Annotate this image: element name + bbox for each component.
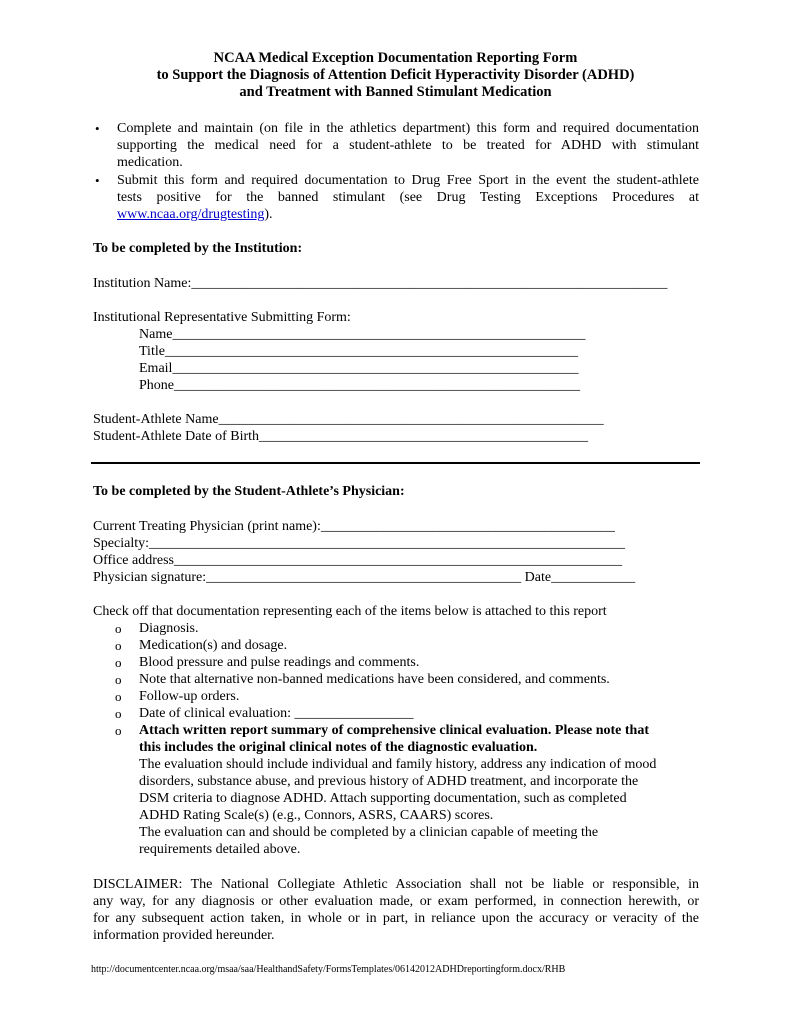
physician-signature-blank: _____________________________________________ (206, 570, 525, 585)
report-line-8: requirements detailed above. (139, 842, 301, 857)
rep-title-blank: ___________________________________________________________ (164, 344, 578, 359)
form-title-line-3: and Treatment with Banned Stimulant Medication (239, 84, 552, 100)
institution-name-blank: ____________________________________________________________________ (191, 276, 668, 291)
specialty-field[interactable] (93, 535, 625, 552)
disclaimer-line-1: DISCLAIMER: The National Collegiate Athletic Association shall not be liable or responsible, in (93, 877, 699, 892)
form-title-line-1: NCAA Medical Exception Documentation Reporting Form (213, 50, 578, 66)
bullet-1-line-2: supporting the medical need for a student-athlete to be treated for ADHD with stimulant (117, 138, 699, 153)
disclaimer-line-2: any way, for any diagnosis or other evaluation made, or exam performed, in connection herewith, or (93, 894, 699, 909)
eval-date-label: Date of clinical evaluation: (139, 706, 295, 721)
treating-physician-blank: __________________________________________ (320, 519, 615, 534)
rep-email-label: Email (139, 361, 173, 376)
rep-title-label: Title (139, 344, 165, 359)
report-bold-line-2: this includes the original clinical notes of the diagnostic evaluation. (139, 740, 538, 755)
office-address-blank: ________________________________________________________________ (174, 553, 622, 568)
rep-email-field[interactable] (139, 360, 578, 377)
student-athlete-dob-field[interactable] (93, 428, 588, 445)
drugtesting-link[interactable]: www.ncaa.org/drugtesting (117, 207, 265, 222)
rep-phone-label: Phone (139, 378, 174, 393)
checkbox-circle[interactable]: o (115, 655, 122, 670)
bullet-marker: • (95, 121, 100, 136)
student-athlete-name-field[interactable] (93, 411, 604, 428)
checkbox-circle[interactable]: o (115, 723, 122, 738)
bullet-item-1 (117, 120, 699, 171)
eval-date-blank: _________________ (294, 706, 414, 721)
checklist-item-medication: Medication(s) and dosage. (139, 638, 288, 653)
checklist-intro: Check off that documentation representing each of the items below is attached to this report (93, 604, 607, 619)
checklist-item-alternatives: Note that alternative non-banned medications have been considered, and comments. (139, 672, 610, 687)
rep-email-blank: __________________________________________________________ (172, 361, 579, 376)
institution-section-heading: To be completed by the Institution: (93, 241, 303, 256)
report-line-3: The evaluation should include individual and family history, address any indication of mood (139, 757, 657, 772)
report-line-5: DSM criteria to diagnose ADHD. Attach supporting documentation, such as completed (139, 791, 627, 806)
bullet-2-tail: ). (264, 207, 273, 222)
student-athlete-name-label: Student-Athlete Name (93, 412, 219, 427)
bullet-1-line-3: medication. (117, 155, 183, 170)
treating-physician-label: Current Treating Physician (print name): (93, 519, 321, 534)
checkbox-circle[interactable]: o (115, 672, 122, 687)
student-athlete-name-blank: _______________________________________________________ (218, 412, 604, 427)
rep-name-label: Name (139, 327, 173, 342)
specialty-label: Specialty: (93, 536, 149, 551)
physician-signature-field[interactable] (93, 569, 635, 586)
footer-file-path: http://documentcenter.ncaa.org/msaa/saa/HealthandSafety/FormsTemplates/06142012ADHDreportingform.docx/RHB (91, 964, 566, 975)
rep-name-field[interactable] (139, 326, 585, 343)
student-athlete-dob-label: Student-Athlete Date of Birth (93, 429, 260, 444)
office-address-label: Office address (93, 553, 174, 568)
checkbox-circle[interactable]: o (115, 638, 122, 653)
report-line-6: ADHD Rating Scale(s) (e.g., Connors, ASRS, CAARS) scores. (139, 808, 494, 823)
disclaimer-line-4: information provided hereunder. (93, 928, 275, 943)
rep-label: Institutional Representative Submitting Form: (93, 310, 351, 325)
bullet-1-line-1: Complete and maintain (on file in the athletics department) this form and required documentation (117, 121, 699, 136)
report-line-7: The evaluation can and should be completed by a clinician capable of meeting the (139, 825, 599, 840)
rep-title-field[interactable] (139, 343, 578, 360)
report-bold-line-1: Attach written report summary of comprehensive clinical evaluation. Please note that (139, 723, 650, 738)
physician-signature-label: Physician signature: (93, 570, 207, 585)
rep-phone-field[interactable] (139, 377, 580, 394)
physician-section-heading: To be completed by the Student-Athlete’s Physician: (93, 484, 405, 499)
checklist-item-follow-up: Follow-up orders. (139, 689, 240, 704)
checkbox-circle[interactable]: o (115, 621, 122, 636)
checkbox-circle[interactable]: o (115, 689, 122, 704)
bullet-item-2 (117, 172, 699, 223)
specialty-blank: ____________________________________________________________________ (149, 536, 625, 551)
rep-phone-blank: __________________________________________________________ (174, 378, 580, 393)
institution-name-field[interactable] (93, 275, 667, 292)
disclaimer-line-3: for any subsequent action taken, in whole or in part, in reliance upon the accuracy or veracity of the (93, 911, 699, 926)
checklist-item-diagnosis: Diagnosis. (139, 621, 199, 636)
bullet-marker: • (95, 173, 100, 188)
checkbox-circle[interactable]: o (115, 706, 122, 721)
section-divider (91, 462, 700, 464)
checklist-item-written-report (139, 722, 656, 858)
disclaimer (93, 876, 699, 944)
checklist-item-clinical-eval-date[interactable] (139, 705, 414, 722)
institution-name-label: Institution Name: (93, 276, 192, 291)
report-line-4: disorders, substance abuse, and previous history of ADHD treatment, and incorporate the (139, 774, 639, 789)
form-title-line-2: to Support the Diagnosis of Attention Deficit Hyperactivity Disorder (ADHD) (156, 67, 635, 83)
bullet-2-line-1: Submit this form and required documentation to Drug Free Sport in the event the student-athlete (117, 173, 699, 188)
rep-name-blank: ___________________________________________________________ (172, 327, 586, 342)
date-blank: ____________ (551, 570, 636, 585)
treating-physician-field[interactable] (93, 518, 615, 535)
bullet-2-line-2: tests positive for the banned stimulant (see Drug Testing Exceptions Procedures at (117, 190, 699, 205)
date-label: Date (524, 570, 552, 585)
student-athlete-dob-blank: _______________________________________________ (259, 429, 589, 444)
office-address-field[interactable] (93, 552, 622, 569)
checklist-item-blood-pressure: Blood pressure and pulse readings and comments. (139, 655, 420, 670)
